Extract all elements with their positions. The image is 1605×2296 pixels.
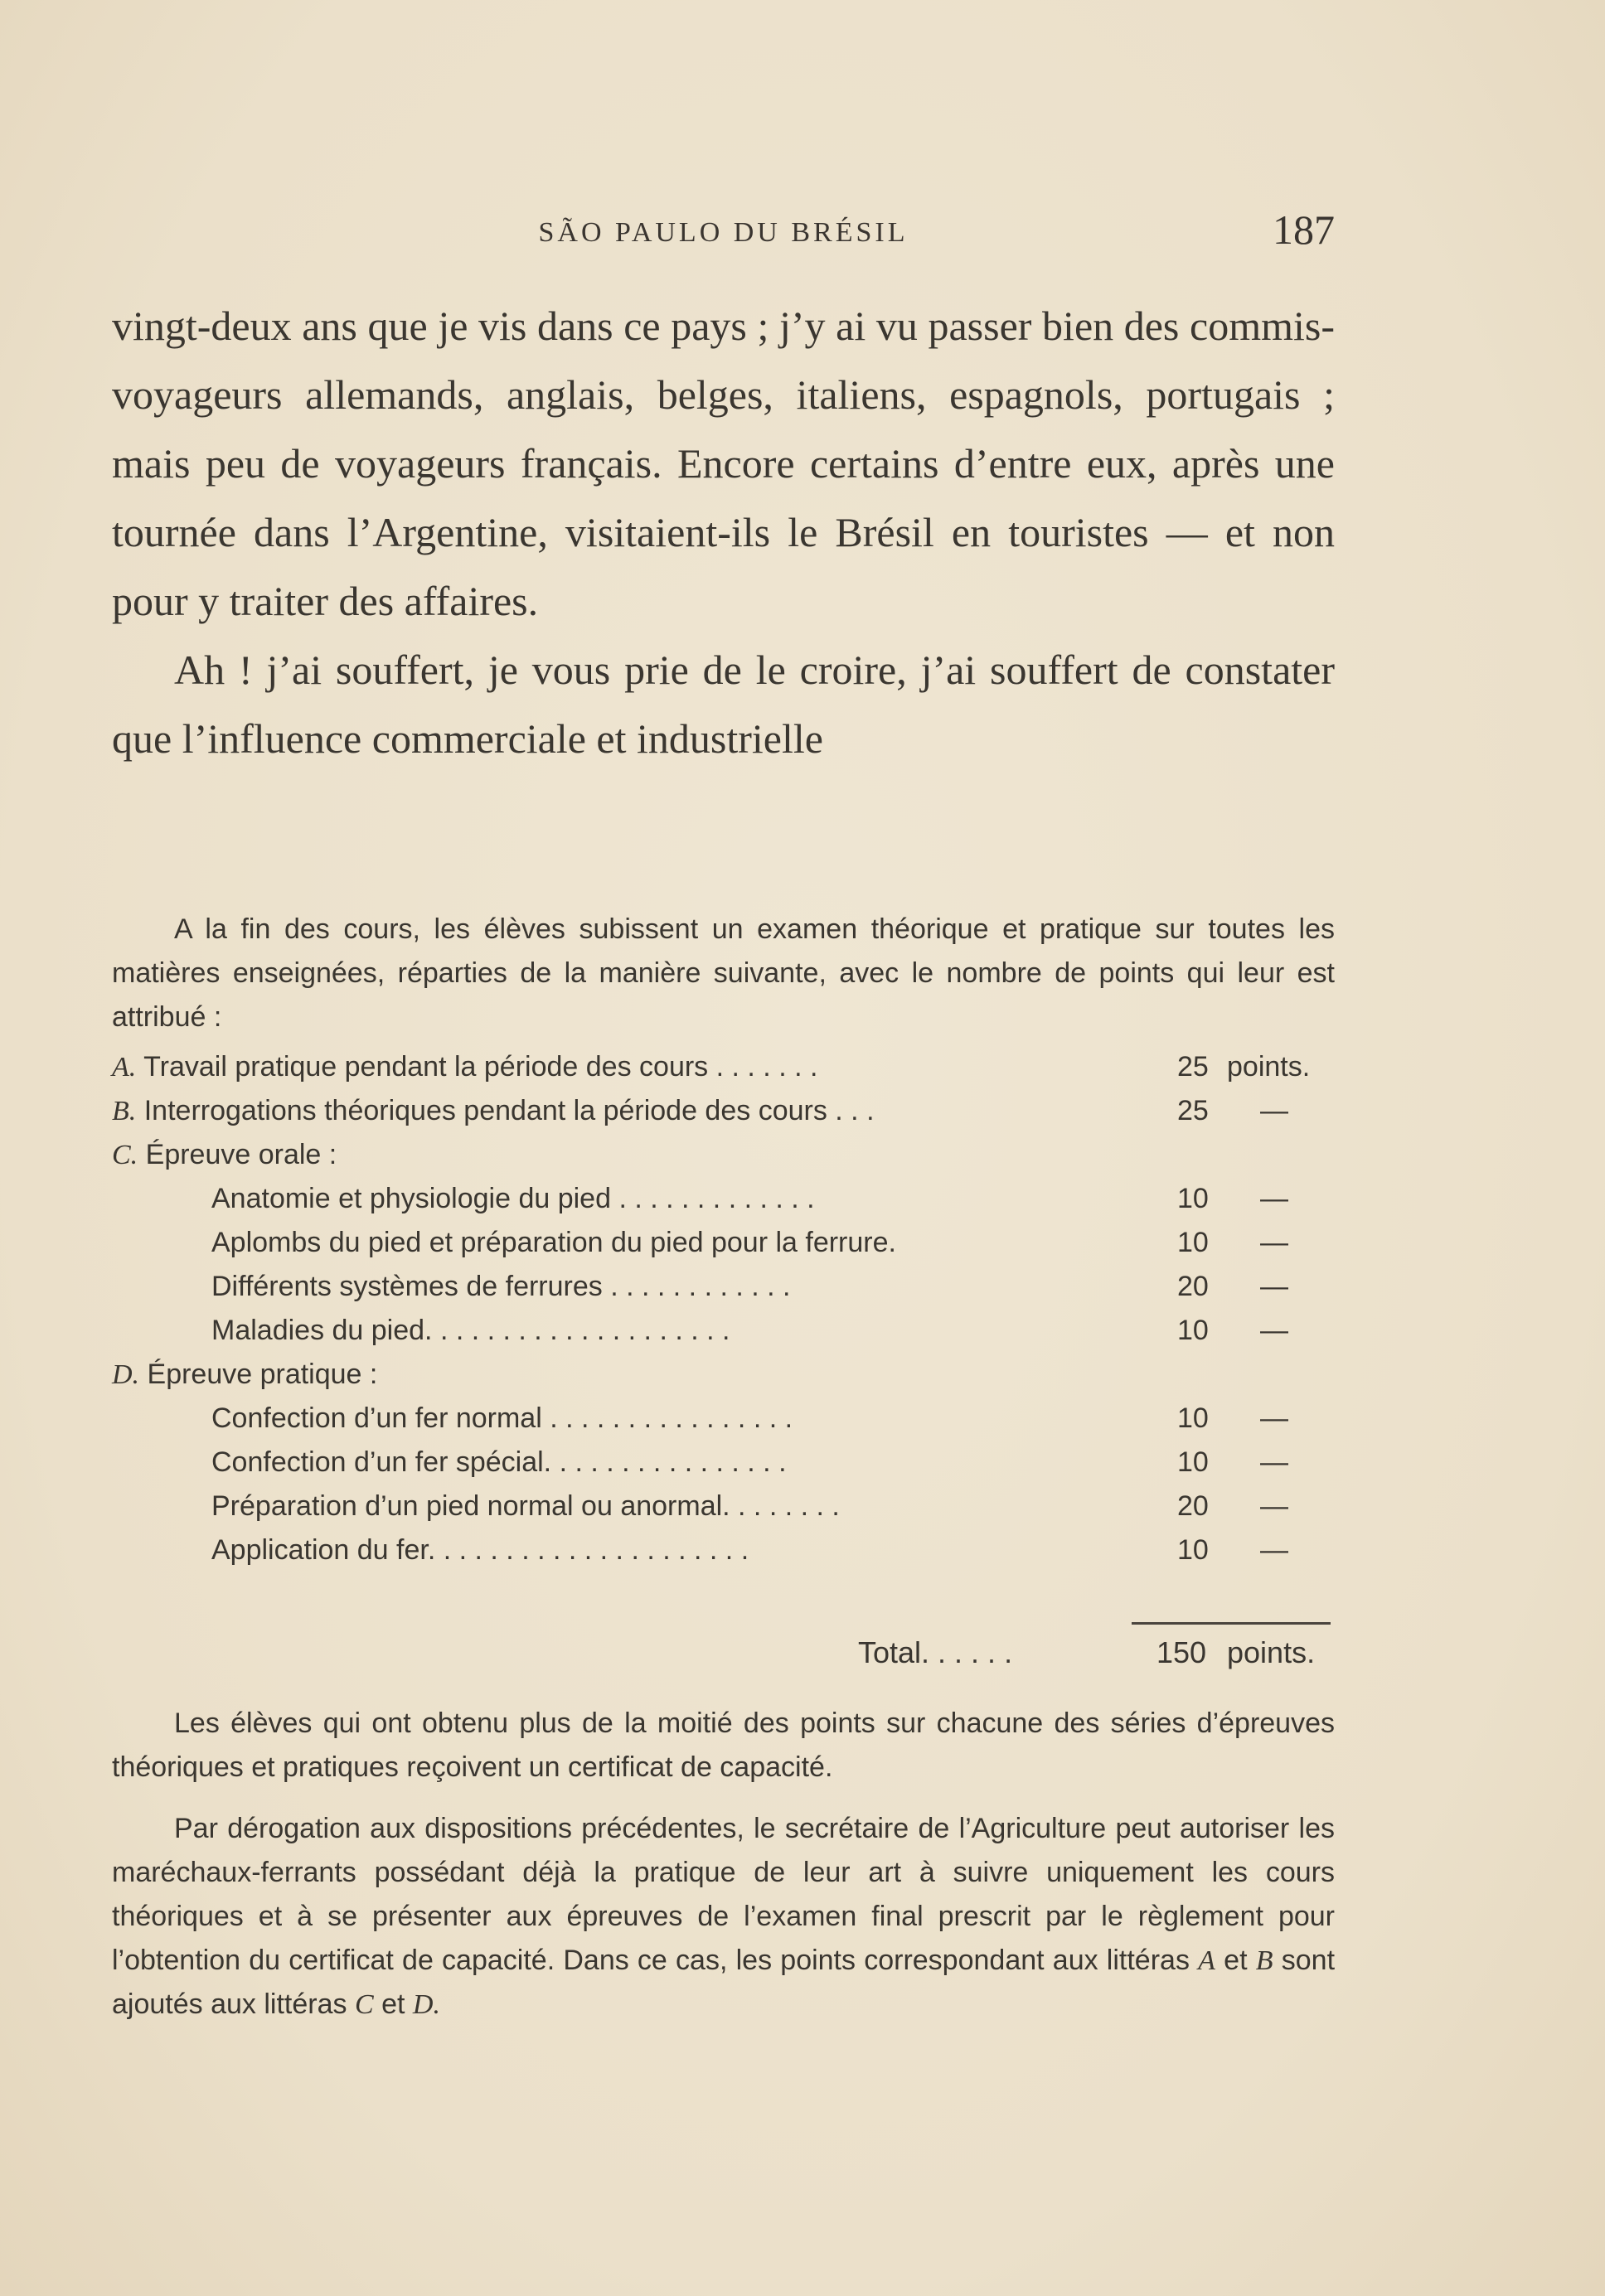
row-value: 10 (1177, 1446, 1209, 1478)
row-unit: — (1260, 1227, 1288, 1258)
table-row (112, 1051, 1335, 1095)
table-row (112, 1402, 1335, 1446)
row-unit: — (1260, 1095, 1288, 1126)
row-letter: C. (112, 1140, 138, 1170)
paragraph-1: vingt-deux ans que je vis dans ce pays ; j’y ai vu passer bien des commis-voyageurs allemands, anglais, belges, italiens, espagnols, portugais ; mais peu de voyageurs français. Encore certains d’entre eux, après une tournée dans l’Argentine, visitaient-ils le Brésil en touristes — et non pour y traiter des affaires. (112, 303, 1335, 624)
main-text (112, 292, 1335, 773)
row-value: 25 (1177, 1095, 1209, 1126)
running-title: SÃO PAULO DU BRÉSIL (538, 217, 909, 248)
paragraph-2: Ah ! j’ai souffert, je vous prie de le croire, j’ai souffert de constater que l’influence commerciale et industrielle (112, 647, 1335, 762)
table-row (112, 1271, 1335, 1315)
row-label: Épreuve orale : (145, 1139, 337, 1170)
row-unit: — (1260, 1446, 1288, 1478)
page-number: 187 (1273, 206, 1335, 253)
derogation-paragraph (112, 1807, 1335, 2027)
row-value: 10 (1177, 1183, 1209, 1214)
row-unit: — (1260, 1183, 1288, 1214)
certificate-paragraph (112, 1702, 1335, 1790)
row-letter: A. (112, 1052, 137, 1083)
paragraph-derogation: Par dérogation aux dispositions précédentes, le secrétaire de l’Agriculture peut autoriser les maréchaux-ferrants possédant déjà la pratique de leur art à suivre uniquement les cours théoriques et à se présenter aux épreuves de l’examen final prescrit par le règlement pour l’obtention du certificat de capacité. Dans ce cas, les points correspondant aux littéras A et B sont ajoutés aux littéras C et D. (112, 1813, 1336, 2020)
row-label: Épreuve pratique : (147, 1359, 378, 1390)
points-table (112, 1051, 1335, 1578)
table-row (112, 1534, 1335, 1578)
row-unit: — (1260, 1315, 1288, 1346)
row-label: Préparation d’un pied normal ou anormal. . . . . . . . (211, 1490, 840, 1522)
row-label: Différents systèmes de ferrures . . . . . . . . . . . . (211, 1271, 791, 1302)
row-label: Aplombs du pied et préparation du pied pour la ferrure. (211, 1227, 896, 1258)
row-value: 20 (1177, 1271, 1209, 1302)
row-value: 20 (1177, 1490, 1209, 1522)
total-rule (1132, 1622, 1331, 1625)
total-unit: points. (1227, 1635, 1316, 1669)
table-row (112, 1227, 1335, 1271)
table-row (112, 1315, 1335, 1359)
row-label: Interrogations théoriques pendant la période des cours . . . (143, 1095, 875, 1126)
table-row (112, 1446, 1335, 1490)
row-label: Anatomie et physiologie du pied . . . . . . . . . . . . . (211, 1183, 815, 1214)
row-value: 10 (1177, 1402, 1209, 1434)
table-row (112, 1139, 1335, 1183)
row-unit: — (1260, 1534, 1288, 1566)
paragraph-certificate: Les élèves qui ont obtenu plus de la moitié des points sur chacune des séries d’épreuves théoriques et pratiques reçoivent un certificat de capacité. (112, 1707, 1335, 1783)
table-row (112, 1490, 1335, 1534)
row-letter: B. (112, 1096, 137, 1126)
row-label: Travail pratique pendant la période des cours . . . . . . . (143, 1051, 818, 1083)
row-unit: — (1260, 1271, 1288, 1302)
row-value: 10 (1177, 1315, 1209, 1346)
table-row (112, 1095, 1335, 1139)
row-label: Maladies du pied. . . . . . . . . . . . . . . . . . . . (211, 1315, 730, 1346)
footnote-intro (112, 908, 1335, 1039)
table-row (112, 1359, 1335, 1402)
page-header (112, 206, 1335, 264)
row-value: 10 (1177, 1534, 1209, 1566)
total-label: Total. . . . . . (858, 1635, 1013, 1669)
total-value: 150 (1156, 1635, 1207, 1669)
intro-paragraph: A la fin des cours, les élèves subissent un examen théorique et pratique sur toutes les matières enseignées, réparties de la manière suivante, avec le nombre de points qui leur est attribué : (112, 913, 1335, 1033)
row-value: 10 (1177, 1227, 1209, 1258)
row-label: Confection d’un fer spécial. . . . . . . . . . . . . . . . (211, 1446, 787, 1478)
total-row (112, 1635, 1335, 1679)
row-label: Confection d’un fer normal . . . . . . . . . . . . . . . . (211, 1402, 793, 1434)
row-letter: D. (112, 1359, 140, 1390)
row-unit: — (1260, 1402, 1288, 1434)
row-unit: points. (1227, 1051, 1311, 1083)
row-label: Application du fer. . . . . . . . . . . . . . . . . . . . . (211, 1534, 749, 1566)
row-unit: — (1260, 1490, 1288, 1522)
row-value: 25 (1177, 1051, 1209, 1083)
table-row (112, 1183, 1335, 1227)
